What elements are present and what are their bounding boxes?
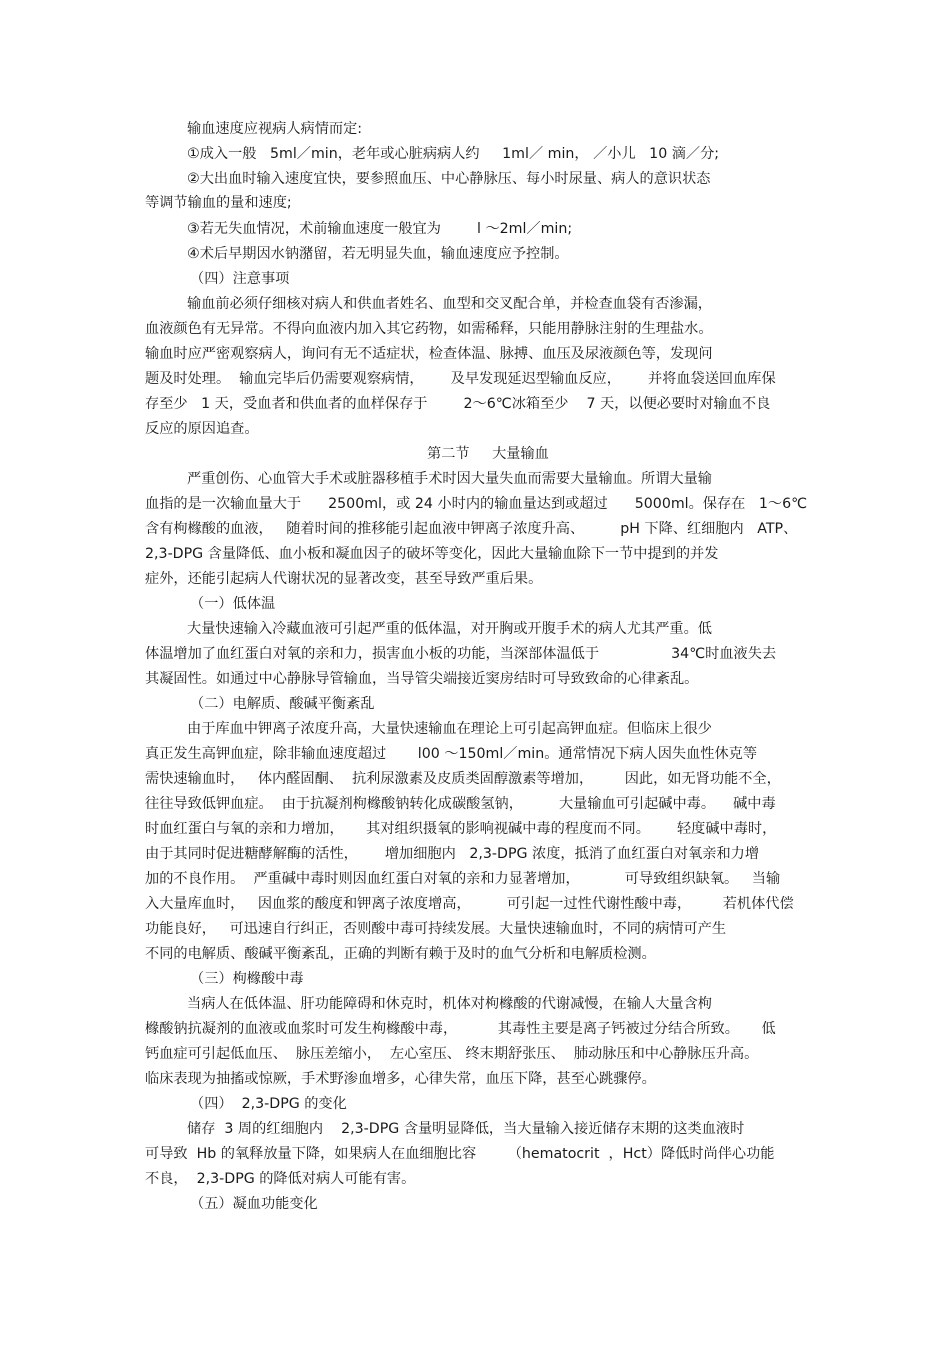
text-line: 存至少 1 天，受血者和供血者的血样保存于 2～6℃冰箱至少 7 天，以便必要时对输血不良	[145, 396, 771, 412]
text-line: 需快速输血时， 体内醛固酮、 抗利尿激素及皮质类固醇激素等增加， 因此，如无肾功能不全，	[145, 771, 781, 787]
text-line: 由于其同时促进糖酵解酶的活性， 增加细胞内 2,3-DPG 浓度，抵消了血红蛋白对氧亲和力增	[145, 846, 760, 862]
text-line: 输血速度应视病人病情而定:	[187, 121, 363, 137]
text-line: 时血红蛋白与氧的亲和力增加， 其对组织摄氧的影响视碱中毒的程度而不同。 轻度碱中毒时，	[145, 821, 777, 837]
text-line: 血液颜色有无异常。不得向血液内加入其它药物，如需稀释，只能用静脉注射的生理盐水。	[145, 321, 713, 337]
section-heading: （三）枸橼酸中毒	[190, 971, 304, 987]
text-line: 严重创伤、心血管大手术或脏器移植手术时因大量失血而需要大量输血。所谓大量输	[187, 471, 712, 487]
chapter-heading: 第二节 大量输血	[427, 446, 549, 462]
text-line: 橼酸钠抗凝剂的血液或血浆时可发生枸橼酸中毒， 其毒性主要是离子钙被过分结合所致。 低	[145, 1021, 776, 1037]
text-line: 输血前必须仔细核对病人和供血者姓名、血型和交叉配合单，并检查血袋有否渗漏，	[187, 296, 712, 312]
text-line: 钙血症可引起低血压、 脉压差缩小， 左心室压、 终末期舒张压、 肺动脉压和中心静脉压升高。	[145, 1046, 759, 1062]
text-line: 不同的电解质、酸碱平衡紊乱，正确的判断有赖于及时的血气分析和电解质检测。	[145, 946, 656, 962]
text-line: 往往导致低钾血症。 由于抗凝剂枸橼酸钠转化成碳酸氢钠， 大量输血可引起碱中毒。 碱中毒	[145, 796, 776, 812]
text-line: ②大出血时输入速度宜快，要参照血压、中心静脉压、每小时尿量、病人的意识状态	[187, 171, 711, 187]
text-line: 症外，还能引起病人代谢状况的显著改变，甚至导致严重后果。	[145, 571, 543, 587]
text-line: 含有枸橼酸的血液， 随着时间的推移能引起血液中钾离子浓度升高、 pH 下降、红细胞内 ATP、	[145, 521, 798, 537]
text-line: 血指的是一次输血量大于 2500ml，或 24 小时内的输血量达到或超过 5000ml。保存在 1～6℃	[145, 496, 808, 512]
section-heading: （二）电解质、酸碱平衡紊乱	[190, 696, 375, 712]
text-line: 可导致 Hb 的氧释放量下降，如果病人在血细胞比容 （hematocrit ，Hct）降低时尚伴心功能	[145, 1146, 775, 1162]
text-line: 加的不良作用。 严重碱中毒时则因血红蛋白对氧的亲和力显著增加， 可导致组织缺氧。 当输	[145, 871, 781, 887]
text-line: 临床表现为抽搐或惊厥，手术野渗血增多，心律失常，血压下降，甚至心跳骤停。	[145, 1071, 656, 1087]
text-line: 输血时应严密观察病人，询问有无不适症状，检查体温、脉搏、血压及尿液颜色等，发现问	[145, 346, 713, 362]
text-line: 反应的原因追查。	[145, 421, 259, 437]
text-line: 等调节输血的量和速度;	[145, 195, 292, 211]
text-line: 储存 3 周的红细胞内 2,3-DPG 含量明显降低，当大量输入接近储存末期的这类血液时	[187, 1121, 745, 1137]
text-line: 其凝固性。如通过中心静脉导管输血，当导管尖端接近窦房结时可导致致命的心律紊乱。	[145, 671, 699, 687]
text-line: 不良， 2,3-DPG 的降低对病人可能有害。	[145, 1171, 416, 1187]
section-heading: （一）低体温	[190, 596, 276, 612]
text-line: 入大量库血时， 因血浆的酸度和钾离子浓度增高， 可引起一过性代谢性酸中毒， 若机体代偿	[145, 896, 794, 912]
text-line: ④术后早期因水钠潴留，若无明显失血，输血速度应予控制。	[187, 246, 569, 262]
text-line: 由于库血中钾离子浓度升高，大量快速输血在理论上可引起高钾血症。但临床上很少	[187, 721, 712, 737]
text-line: 当病人在低体温、肝功能障碍和休克时，机体对枸橼酸的代谢减慢，在输人大量含枸	[187, 996, 712, 1012]
text-line: 功能良好， 可迅速自行纠正，否则酸中毒可持续发展。大量快速输血时，不同的病情可产生	[145, 921, 727, 937]
text-line: 大量快速输入冷藏血液可引起严重的低体温，对开胸或开腹手术的病人尤其严重。低	[187, 621, 712, 637]
text-line: 题及时处理。 输血完毕后仍需要观察病情， 及早发现延迟型输血反应， 并将血袋送回血库保	[145, 371, 776, 387]
text-line: ③若无失血情况，术前输血速度一般宜为 l ～2ml／min;	[187, 221, 573, 237]
section-heading: （四）注意事项	[190, 271, 290, 287]
text-line: 体温增加了血红蛋白对氧的亲和力，损害血小板的功能，当深部体温低于 34℃时血液失去	[145, 646, 777, 662]
text-line: 真正发生高钾血症，除非输血速度超过 l00 ～150ml／min。通常情况下病人因失血性休克等	[145, 746, 758, 762]
section-heading: （五）凝血功能变化	[190, 1196, 318, 1212]
text-line: 2,3-DPG 含量降低、血小板和凝血因子的破坏等变化，因此大量输血除下一节中提到的并发	[145, 546, 719, 562]
text-line: ①成入一般 5ml／min，老年或心脏病病人约 1ml／ min， ／小儿 10 滴／分;	[187, 146, 720, 162]
section-heading: （四） 2,3-DPG 的变化	[190, 1096, 347, 1112]
